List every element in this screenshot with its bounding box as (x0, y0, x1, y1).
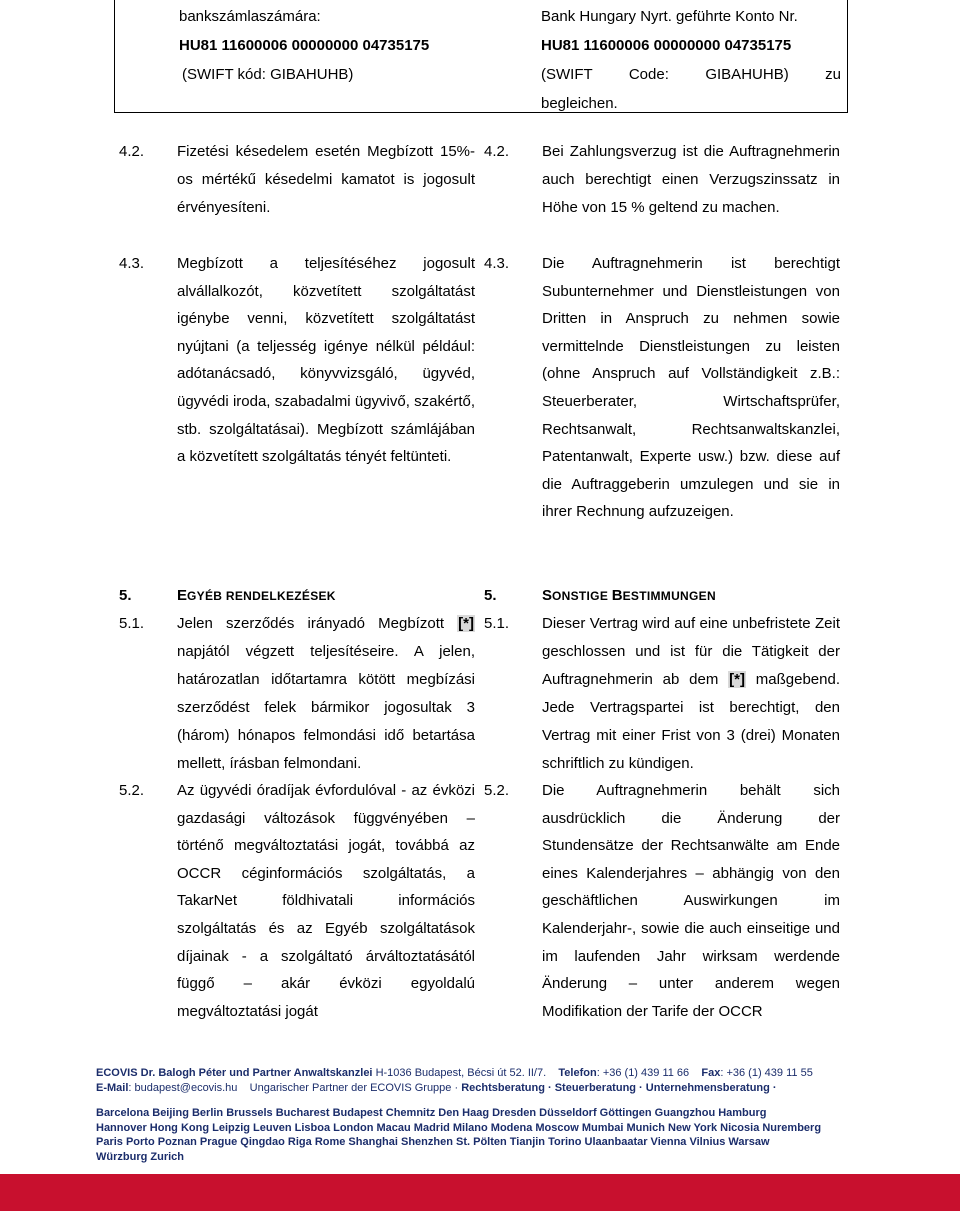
section-5-1-text-de-a: Dieser Vertrag wird auf eine unbefristete Zeit geschlossen und ist für die Tätigkeit der Auftragnehmerin ab dem (542, 615, 840, 688)
section-4-3-text-de: Die Auftragnehmerin ist berechtigt Subunternehmer und Dienstleistungen von Dritten in Anspruch zu nehmen sowie vermittelnde Dienstleistungen zu leisten (ohne Anspruch auf Vollständigkeit z.B.: Steuerberater, Wirtschaftsprüfer, Rechtsanwalt, Rechtsanwaltskanzlei, Patentanwalt, Experte usw.) bzw. diese auf die Auftraggeberin umzulegen und sie in ihrer Rechnung aufzuzeigen. (542, 255, 840, 521)
section-5-1-text-hu (177, 610, 475, 778)
bank-details-de (541, 2, 841, 118)
bank-de-swift: (SWIFT Code: GIBAHUHB) zu (541, 66, 841, 83)
section-5-1-number-de: 5.1. (484, 615, 510, 632)
section-5-heading-hu (177, 587, 336, 604)
section-4-2-number-de: 4.2. (484, 143, 510, 160)
footer-cities-line-1: Barcelona Beijing Berlin Brussels Bucharest Budapest Chemnitz Den Haag Dresden Düsseldorf Göttingen Guangzhou Hamburg (96, 1107, 767, 1119)
section-5-1-text-hu-a: Jelen szerződés irányadó Megbízott (177, 615, 445, 632)
section-4-2-text-hu: Fizetési késedelem esetén Megbízott 15%-os mértékű késedelmi kamatot is jogosult érvényesíteni. (177, 143, 475, 216)
bank-de-iban: HU81 11600006 00000000 04735175 (541, 37, 792, 54)
section-5-1-text-de (542, 610, 840, 778)
section-4-3-number-hu: 4.3. (119, 255, 145, 272)
section-5-1-number-hu: 5.1. (119, 615, 145, 632)
section-5-1-text-de-b: maßgebend. Jede Vertragspartei ist berechtigt, den Vertrag mit einer Frist von 3 (drei) Monaten schriftlich zu kündigen. (542, 671, 840, 772)
footer-partner: Ungarischer Partner der ECOVIS Gruppe · (249, 1081, 459, 1094)
section-5-1-text-hu-b: napjától végzett teljesítéseire. A jelen, határozatlan időtartamra kötött megbízási szerződést felek bármikor jogosultak 3 (három) hónapos felmondási idő betartása mellett, írásban felmondani. (177, 643, 475, 772)
bank-details-box (114, 0, 848, 113)
letterhead-footer (96, 1066, 886, 1095)
section-5-2-number-de: 5.2. (484, 782, 510, 799)
footer-tel: : +36 (1) 439 11 66 (596, 1067, 690, 1079)
footer-address: H-1036 Budapest, Bécsi út 52. II/7. (375, 1067, 547, 1079)
bank-details-hu (179, 2, 479, 89)
section-5-2-text-de: Die Auftragnehmerin behält sich ausdrücklich die Änderung der Stundensätze der Rechtsanwälte am Ende eines Kalenderjahres – abhängig von den geschäftlichen Auswirkungen im Kalenderjahr-, sowie die auch einseitige und im laufenden Jahr wirksam werdende Änderung – unter anderem wegen Modifikation der Tarife der OCCR (542, 782, 840, 1020)
bank-hu-line1: bankszámlaszámára: (179, 8, 321, 25)
footer-firm: ECOVIS Dr. Balogh Péter und Partner Anwaltskanzlei (96, 1067, 373, 1079)
footer-email[interactable]: : budapest@ecovis.hu (128, 1081, 238, 1094)
footer-email-label: E-Mail (96, 1081, 129, 1094)
footer-line-2 (96, 1081, 886, 1096)
footer-color-bar (0, 1174, 960, 1211)
heading-de-rest-1: ONSTIGE (552, 589, 612, 603)
section-4-2-number-hu: 4.2. (119, 143, 145, 160)
bank-de-line1: Bank Hungary Nyrt. geführte Konto Nr. (541, 8, 798, 25)
bank-hu-swift: (SWIFT kód: GIBAHUHB) (182, 66, 354, 83)
section-4-3-text-hu: Megbízott a teljesítéséhez jogosult alvállalkozót, közvetített szolgáltatást igénybe venni, közvetített szolgáltatást nyújtani (a teljesség igénye nélkül például: adótanácsadó, könyvvizsgáló, ügyvéd, ügyvédi iroda, szabadalmi ügyvivő, szakértő, stb. szolgáltatásai). Megbízott számlájában a közvetített szolgáltatás tényét feltünteti. (177, 255, 475, 466)
heading-de-rest-2: ESTIMMUNGEN (622, 589, 716, 603)
section-5-number-de: 5. (484, 587, 497, 604)
bank-de-line4: begleichen. (541, 95, 618, 112)
footer-fax-label: Fax (701, 1067, 721, 1079)
section-4-2-text-de: Bei Zahlungsverzug ist die Auftragnehmerin auch berechtigt einen Verzugszinssatz in Höhe von 15 % geltend zu machen. (542, 143, 840, 216)
footer-cities-line-4: Würzburg Zurich (96, 1150, 184, 1163)
footer-cities-line-2: Hannover Hong Kong Leipzig Leuven Lisboa London Macau Madrid Milano Modena Moscow Mumbai Munich New York Nicosia Nuremberg (96, 1121, 822, 1134)
footer-services: Rechtsberatung · Steuerberatung · Unternehmensberatung · (461, 1081, 777, 1094)
section-5-2-number-hu: 5.2. (119, 782, 145, 799)
bank-hu-iban: HU81 11600006 00000000 04735175 (179, 37, 430, 54)
heading-hu-rest: GYÉB RENDELKEZÉSEK (187, 589, 336, 603)
placeholder-marker-de: [*] (729, 671, 745, 688)
footer-fax: : +36 (1) 439 11 55 (720, 1067, 813, 1079)
section-4-3-number-de: 4.3. (484, 255, 510, 272)
section-5-heading-de (542, 587, 716, 604)
heading-hu-initial: E (177, 587, 188, 604)
footer-cities (96, 1106, 886, 1164)
heading-de-initial-2: B (611, 587, 623, 604)
heading-de-initial-1: S (542, 587, 553, 604)
section-5-number-hu: 5. (119, 587, 132, 604)
placeholder-marker-hu: [*] (458, 615, 474, 632)
footer-cities-line-3: Paris Porto Poznan Prague Qingdao Riga Rome Shanghai Shenzhen St. Pölten Tianjin Torino Ulaanbaatar Vienna Vilnius Warsaw (96, 1136, 770, 1148)
footer-tel-label: Telefon (558, 1067, 597, 1079)
section-5-2-text-hu: Az ügyvédi óradíjak évfordulóval - az évközi gazdasági változások függvényében – történő megváltoztatási jogát, továbbá az OCCR céginformációs szolgáltatás, a TakarNet földhivatali információs szolgáltatás és az Egyéb szolgáltatások díjainak - a szolgáltató árváltoztatásától függő – akár évközi egyoldalú megváltoztatási jogát (177, 782, 475, 1020)
footer-line-1 (96, 1066, 886, 1081)
